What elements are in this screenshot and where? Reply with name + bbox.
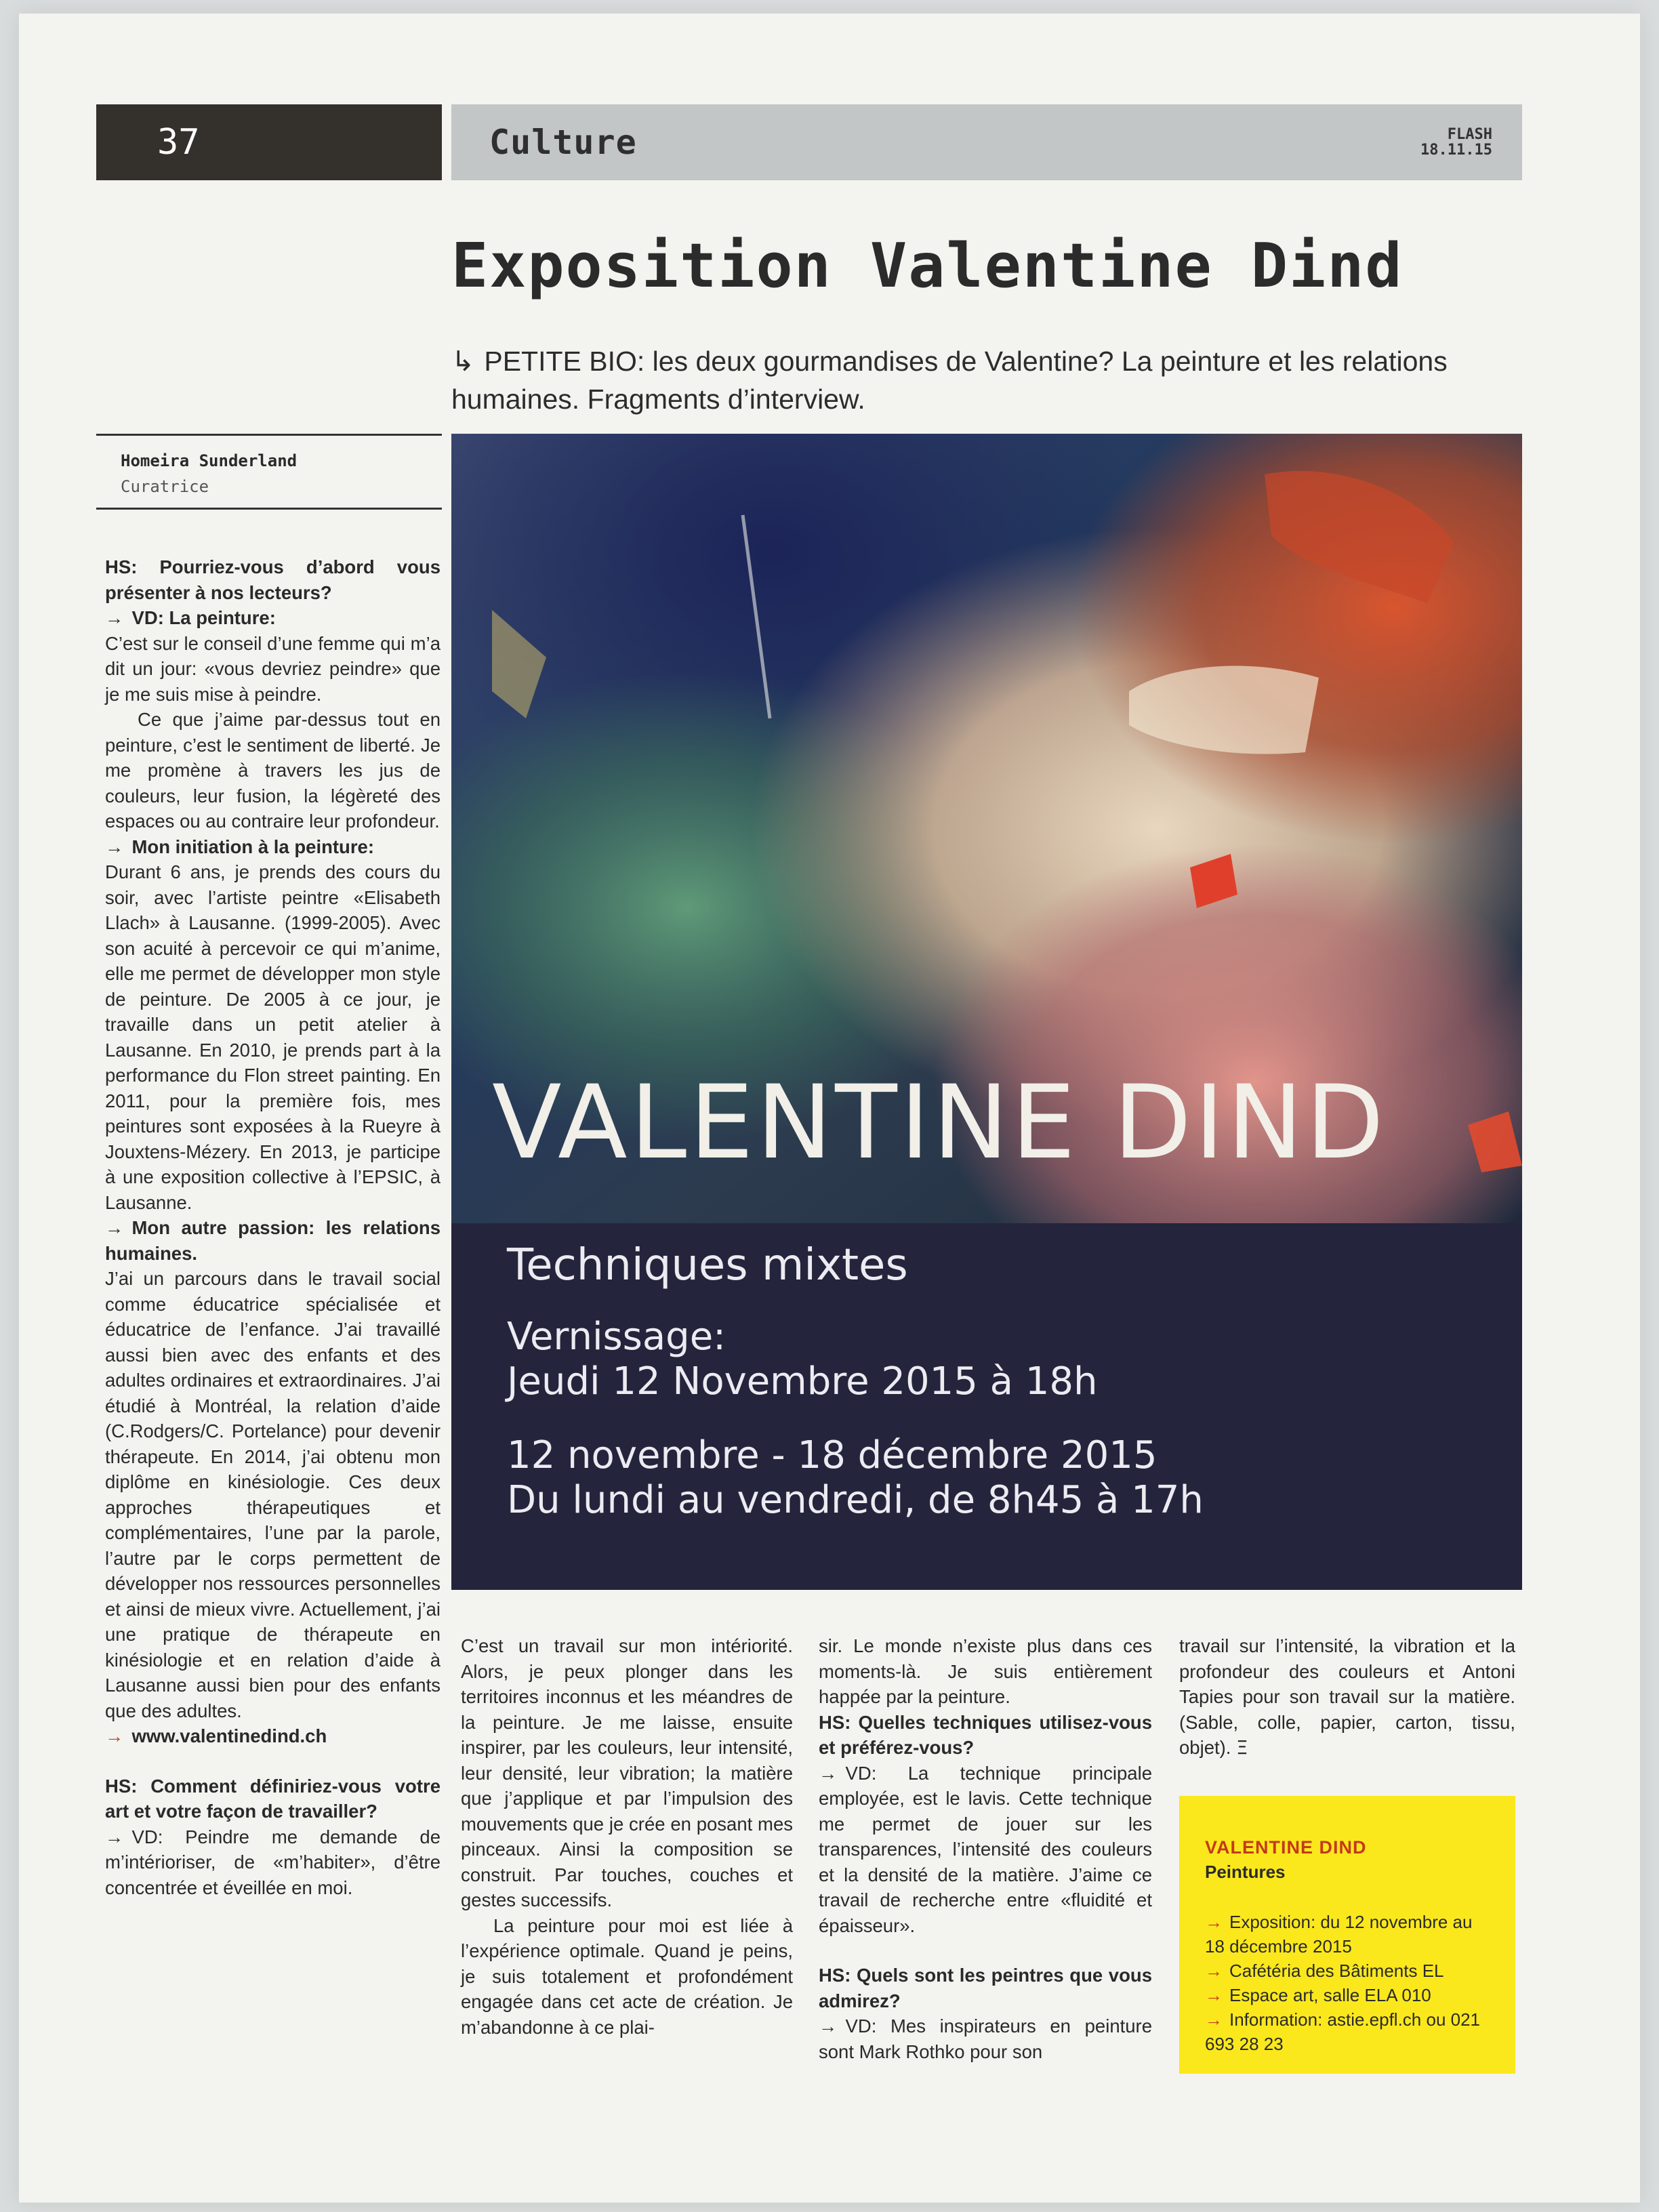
paragraph <box>1179 1633 1515 1761</box>
article-title: Exposition Valentine Dind <box>451 230 1404 302</box>
info-item-location <box>1205 1959 1495 1983</box>
lead-text: PETITE BIO: les deux gourmandises de Valentine? La peinture et les relations humaines. Fragments d’interview. <box>451 346 1448 415</box>
question-1: HS: Pourriez-vous d’abord vous présenter à nos lecteurs? <box>105 556 441 603</box>
issue-date: 18.11.15 <box>1420 142 1492 159</box>
issue-info <box>1420 127 1492 158</box>
paragraph: C’est sur le conseil d’une femme qui m’a dit un jour: «vous devriez peindre» que je me suis mise à peindre. <box>105 632 441 705</box>
text-column-3 <box>819 1633 1152 2064</box>
subhead-initiation <box>105 834 441 860</box>
author-role: Curatrice <box>121 477 209 496</box>
poster-vernissage <box>507 1315 1098 1404</box>
lead-arrow-icon: ↳ <box>451 346 475 377</box>
page-number-text: 37 <box>157 122 200 163</box>
arrow-icon: → <box>1205 1985 1223 2005</box>
subhead-passion <box>105 1215 441 1266</box>
byline <box>96 434 442 510</box>
arrow-icon: → <box>105 607 124 628</box>
arrow-icon: → <box>105 1826 124 1847</box>
paragraph: La peinture pour moi est liée à l’expérience optimale. Quand je peins, je suis totalement et profondément engagée dans cet acte de création. Je m’abandonne à ce plai- <box>461 1914 793 2038</box>
text-column-2 <box>461 1633 793 2040</box>
question-4: HS: Quels sont les peintres que vous admirez? <box>819 1965 1152 2011</box>
arrow-icon: → <box>1205 1961 1223 1981</box>
arrow-icon: → <box>105 836 124 857</box>
paragraph <box>819 2013 1152 2064</box>
arrow-icon: → <box>1205 2009 1223 2030</box>
info-box <box>1179 1796 1515 2074</box>
subhead-text: Mon autre passion: les relations humaines. <box>105 1217 441 1264</box>
section-header-bar <box>451 104 1522 180</box>
paragraph-text: VD: Peindre me demande de m’intérioriser, de «m’habiter», d’être concentrée et éveillée en moi. <box>105 1826 441 1898</box>
info-item-text: Cafétéria des Bâtiments EL <box>1229 1961 1444 1981</box>
info-item-contact <box>1205 2007 1495 2056</box>
paragraph <box>819 1761 1152 1939</box>
opening-hours: Du lundi au vendredi, de 8h45 à 17h <box>507 1478 1204 1522</box>
info-item-exhibition <box>1205 1910 1495 1959</box>
website-link-text[interactable]: www.valentinedind.ch <box>131 1725 327 1746</box>
website-link[interactable] <box>105 1723 441 1749</box>
info-item-text: Exposition: du 12 novembre au 18 décembre 2015 <box>1205 1912 1473 1957</box>
arrow-icon: → <box>819 1762 838 1784</box>
arrow-icon: → <box>1205 1912 1223 1932</box>
publication-name: FLASH <box>1447 125 1492 143</box>
vernissage-label: Vernissage: <box>507 1315 726 1359</box>
question-2: HS: Comment définiriez-vous votre art et votre façon de travailler? <box>105 1775 441 1822</box>
paragraph: Durant 6 ans, je prends des cours du soir, avec l’artiste peintre «Elisabeth Llach» à Lausanne. (1999-2005). Avec son acuité à percevoir ce qui m’anime, elle me permet de développer mon style de peinture. De 2005 à ce jour, je travaille dans un petit atelier à Lausanne. En 2010, je prends part à la performance du Flon street painting. En 2011, pour la première fois, mes peintures sont exposées à la Rueyre à Jouxtens-Mézery. En 2013, je participe à une exposition collective à l’EPSIC, à Lausanne. <box>105 861 441 1213</box>
end-mark-icon: Ξ <box>1236 1737 1248 1759</box>
arrow-icon: → <box>105 1725 124 1746</box>
question-3: HS: Quelles techniques utilisez-vous et préférez-vous? <box>819 1711 1152 1758</box>
paragraph-text: travail sur l’intensité, la vibration et la profondeur des couleurs et Antoni Tapies pour son travail sur la matière. (Sable, colle, papier, carton, tissu, objet). <box>1179 1635 1515 1758</box>
poster-dates <box>507 1433 1204 1523</box>
paragraph: sir. Le monde n’existe plus dans ces moments-là. Je suis entièrement happée par la peinture. <box>819 1635 1152 1707</box>
subhead-peinture <box>105 605 441 631</box>
section-name: Culture <box>489 123 637 162</box>
info-box-title: VALENTINE DIND <box>1205 1837 1367 1858</box>
paragraph: Ce que j’aime par-dessus tout en peinture, c’est le sentiment de liberté. Je me promène à travers les jus de couleurs, leur fusion, la légèreté des espaces ou au contraire leur profondeur. <box>105 709 441 832</box>
paragraph-text: VD: La technique principale employée, est le lavis. Cette technique me permet de jouer sur les transparences, l’intensité des couleurs et la densité de la matière. J’aime ce travail de recherche entre «fluidité et épaisseur». <box>819 1762 1152 1936</box>
arrow-icon: → <box>819 2015 838 2036</box>
paragraph: J’ai un parcours dans le travail social comme éducatrice spécialisée et éducatrice de l’enfance. J’ai travaillé aussi bien avec des enfants et des adultes ordinaires et extraordinaires. J’ai étudié à Montréal, la relation d’aide (C.Rodgers/C. Portelance) pour devenir thérapeute. En 2014, j’ai obtenu mon diplôme en kinésiologie. Ces deux approches thérapeutiques et complémentaires, l’une par la parole, l’autre par le corps permettent de développer nos ressources personnelles et ainsi de mieux vivre. Actuellement, j’ai une pratique de thérapeute en kinésiologie et en relation d’aide à Lausanne aussi bien pour des enfants que des adultes. <box>105 1268 441 1721</box>
text-column-1 <box>105 554 441 1900</box>
page-number <box>96 104 442 180</box>
poster-artist-name: VALENTINE DIND <box>492 1064 1387 1182</box>
poster-technique: Techniques mixtes <box>507 1240 908 1290</box>
paragraph-text: VD: Mes inspirateurs en peinture sont Mark Rothko pour son <box>819 2015 1152 2062</box>
exhibition-dates: 12 novembre - 18 décembre 2015 <box>507 1433 1158 1477</box>
vernissage-date: Jeudi 12 Novembre 2015 à 18h <box>507 1359 1098 1404</box>
info-box-subtitle: Peintures <box>1205 1862 1286 1882</box>
paragraph <box>105 1824 441 1901</box>
subhead-text: VD: La peinture: <box>131 607 276 628</box>
info-item-text: Espace art, salle ELA 010 <box>1229 1985 1431 2005</box>
subhead-text: Mon initiation à la peinture: <box>131 836 374 857</box>
paragraph: C’est un travail sur mon intériorité. Alors, je peux plonger dans les territoires inconnus et les méandres de la peinture. Je me laisse, ensuite inspirer, par les couleurs, leur intensité, leur densité, leur vibration; la matière que j’applique et par l’impulsion des mouvements que je crée en posant mes pinceaux. Ainsi la composition se construit. Par touches, couches et gestes successifs. <box>461 1635 793 1910</box>
info-item-room <box>1205 1983 1495 2007</box>
info-item-text: Information: astie.epfl.ch ou 021 693 28 23 <box>1205 2009 1481 2054</box>
exhibition-poster <box>451 434 1522 1590</box>
arrow-icon: → <box>105 1217 124 1238</box>
article-lead <box>451 342 1522 418</box>
author-name: Homeira Sunderland <box>121 451 298 470</box>
text-column-4 <box>1179 1633 1515 1761</box>
